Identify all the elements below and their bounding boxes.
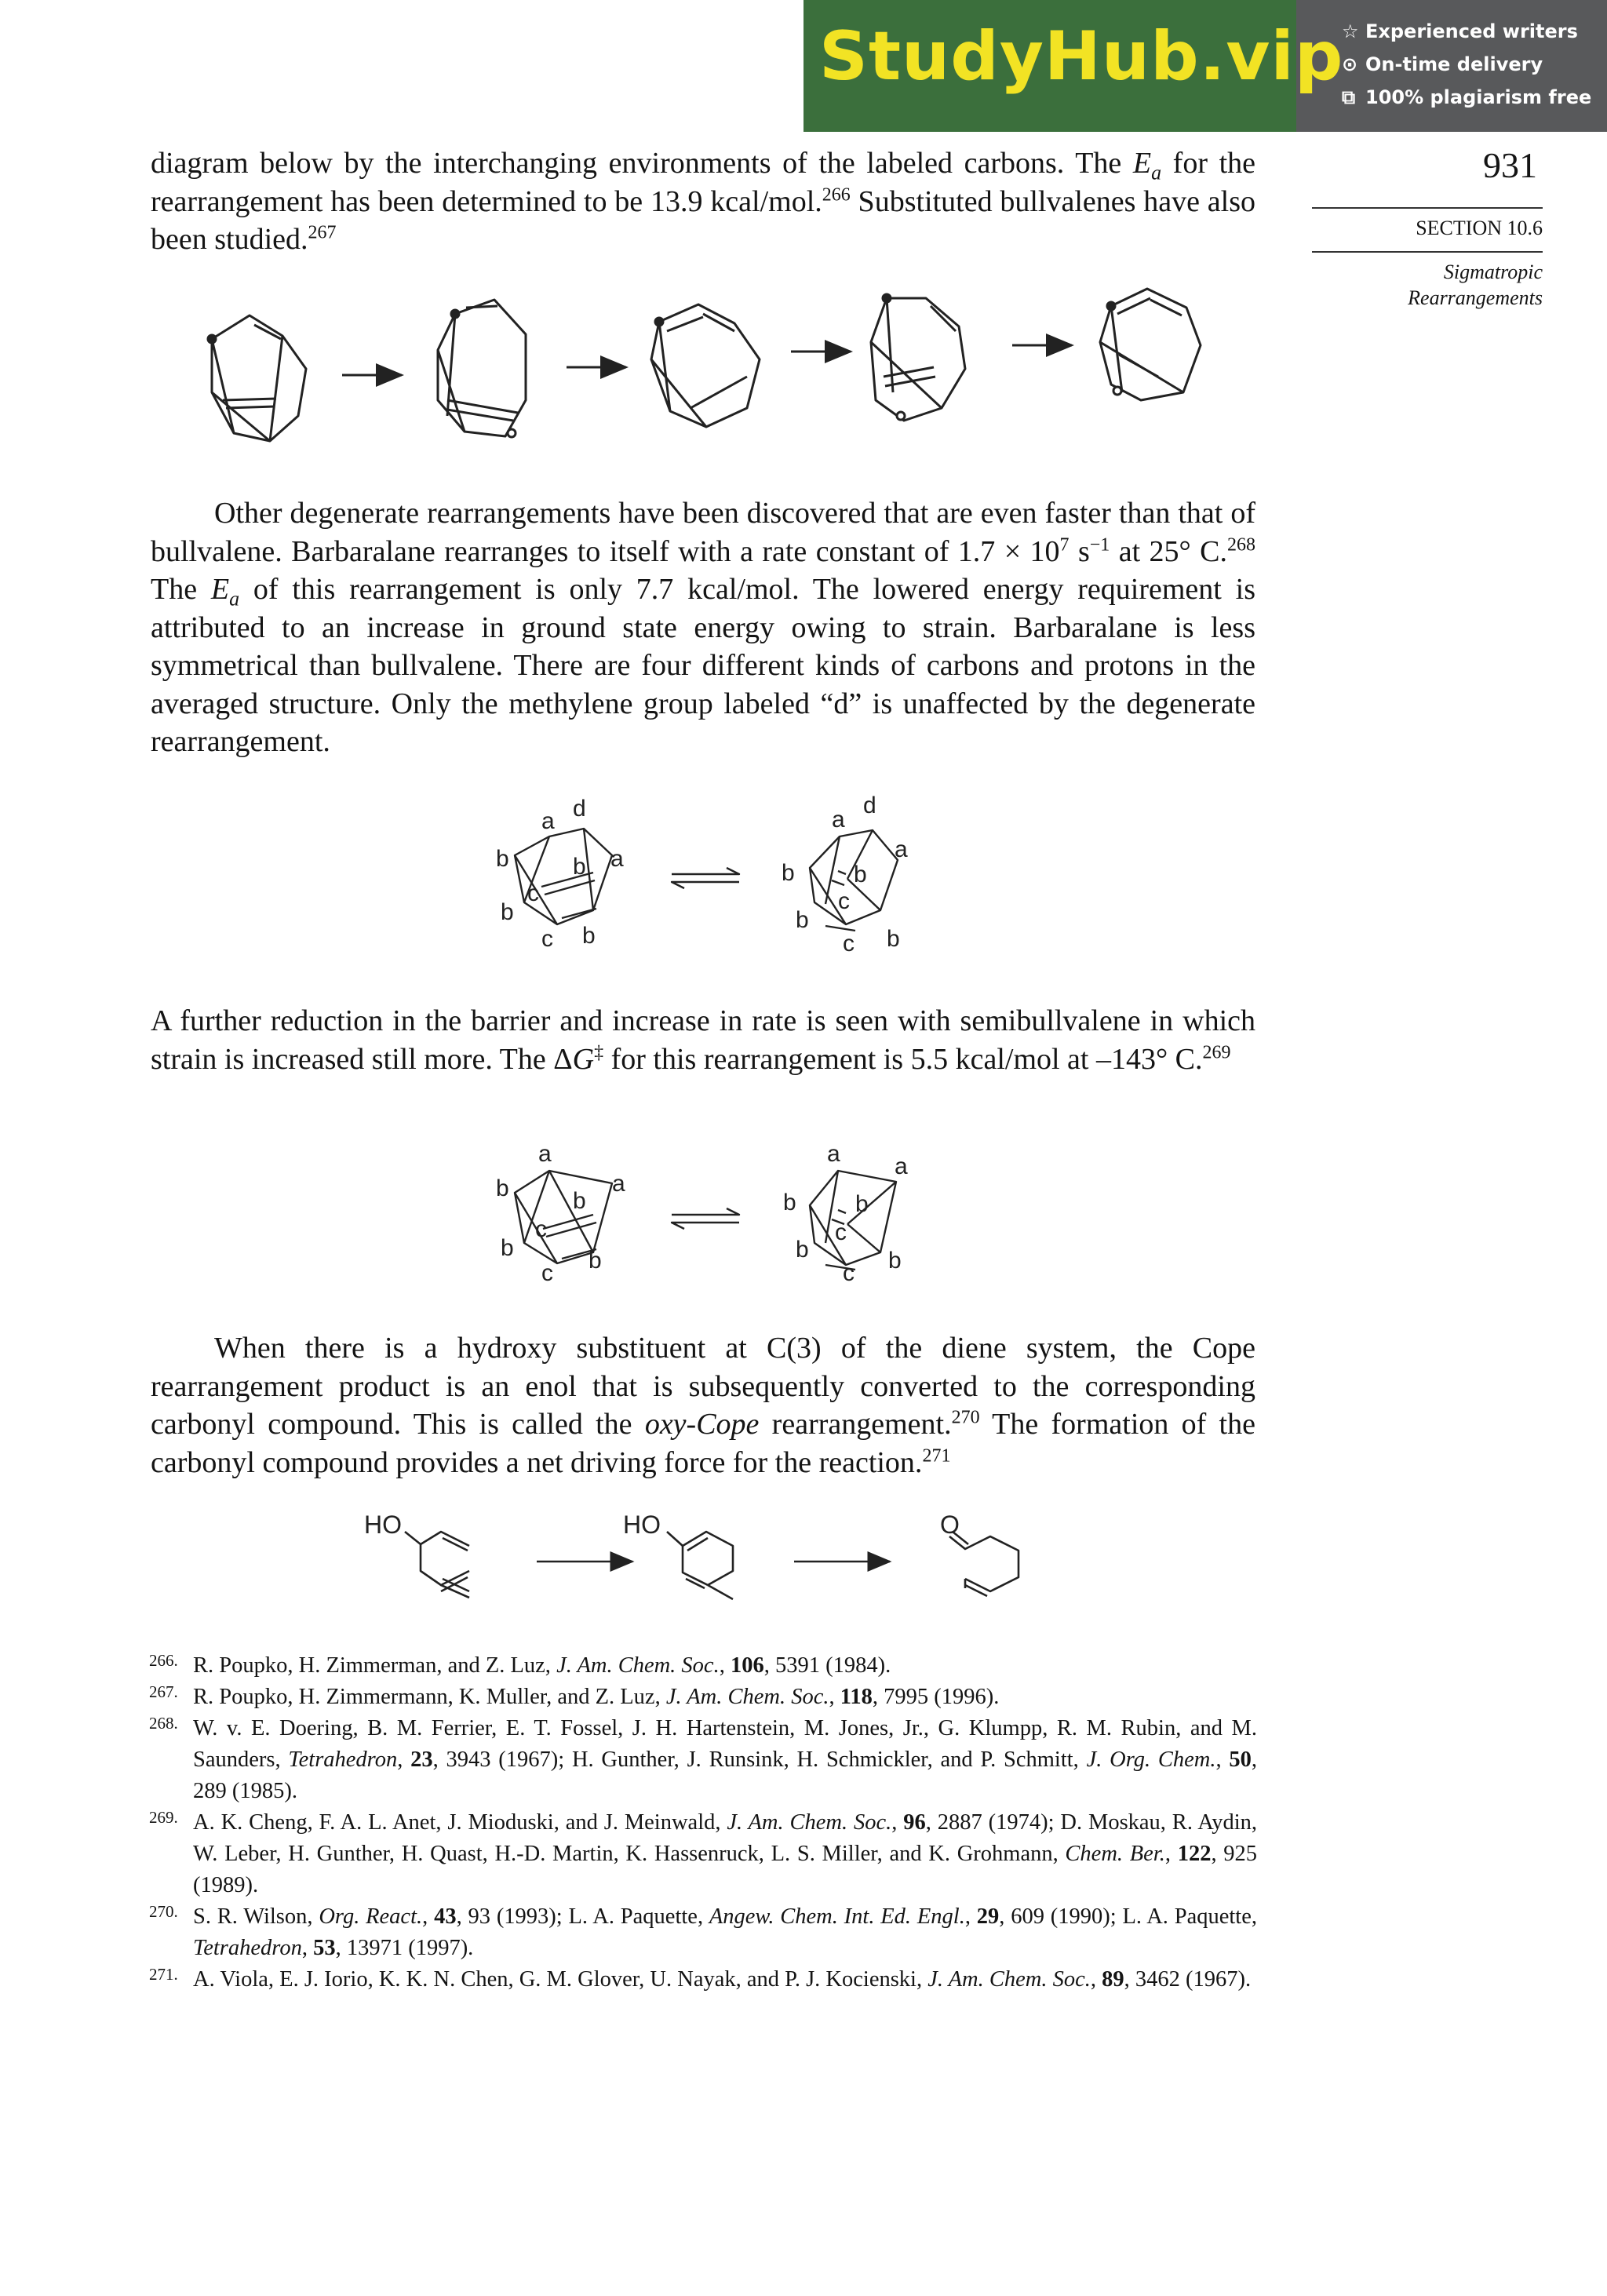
paragraph-barbaralane: Other degenerate rearrangements have been discovered that are even faster than that of bullvalene. Barbaralane rearranges to itself with a rate constant of $1.7 \times 10^7$ $s^{-1}$ at 25° C.$^{268}$ The $E_a$ of this rearrangement is only 7.7 kcal/mol. The lowered energy requirement is attributed to an increase in ground state energy owing to strain. Barbaralane is less symmetrical than bullvalene. There are four different kinds of carbons and protons in the averaged structure. Only the methylene group labeled “d” is unaffected by the degenerate rearrangement.	[151, 497, 1255, 758]
svg-text:a: a	[538, 1141, 552, 1167]
semibullvalene-structure-right	[810, 1171, 896, 1270]
clock-icon: ⊙	[1342, 53, 1358, 75]
semibullvalene-equilibrium-figure	[486, 1143, 934, 1292]
barbaralane-structure-left	[515, 829, 612, 924]
svg-text:b: b	[796, 1237, 809, 1263]
footnote-item: 266. R. Poupko, H. Zimmerman, and Z. Luz, J. Am. Chem. Soc., 106, 5391 (1984).	[149, 1650, 1257, 1682]
page-number: 931	[1483, 145, 1537, 185]
header-rule	[1312, 207, 1543, 209]
section-label: SECTION 10.6	[1416, 217, 1543, 239]
footnote-number: 266.	[149, 1651, 178, 1670]
carbonyl-structure	[949, 1532, 1018, 1596]
bullvalene-structure	[871, 294, 965, 421]
svg-text:b: b	[783, 1190, 796, 1215]
footnote-item: 271. A. Viola, E. J. Iorio, K. K. N. Chen, G. M. Glover, U. Nayak, and P. J. Kocienski, J. Am. Chem. Soc., 89, 3462 (1967).	[149, 1964, 1257, 1995]
oxy-cope-figure	[353, 1507, 1059, 1616]
svg-text:c: c	[535, 1216, 547, 1242]
bullvalene-structure	[651, 304, 760, 427]
feature-plagiarism-free: ⧉ 100% plagiarism free	[1342, 86, 1592, 108]
header-rule	[1312, 251, 1543, 253]
svg-text:d: d	[863, 793, 876, 818]
svg-text:b: b	[888, 1248, 902, 1274]
section-title: Sigmatropic Rearrangements	[1408, 261, 1543, 309]
paragraph-oxy-cope: When there is a hydroxy substituent at C(3) of the diene system, the Cope rearrangement product is an enol that is subsequently converted to the corresponding carbonyl compound. This is called the oxy-Cope rearrangement.$^{270}$ The formation of the carbonyl compound provides a net driving force for the reaction.$^{271}$	[151, 1332, 1255, 1479]
barbaralane-equilibrium-figure	[486, 793, 934, 961]
svg-text:b: b	[855, 1191, 869, 1217]
svg-text:b: b	[501, 899, 514, 925]
svg-text:c: c	[527, 880, 539, 906]
footnotes	[149, 1650, 1257, 1995]
footnote-number: 268.	[149, 1714, 178, 1733]
brand-logo[interactable]	[804, 0, 1344, 132]
feature-experienced-writers: ☆ Experienced writers	[1342, 20, 1578, 42]
svg-text:c: c	[835, 1219, 847, 1245]
svg-text:c: c	[541, 1260, 553, 1286]
svg-text:a: a	[612, 1171, 625, 1197]
svg-text:HO: HO	[364, 1511, 402, 1539]
svg-text:b: b	[887, 926, 900, 952]
svg-text:b: b	[573, 854, 586, 880]
footnote-item: 270. S. R. Wilson, Org. React., 43, 93 (1993); L. A. Paquette, Angew. Chem. Int. Ed. Engl., 29, 609 (1990); L. A. Paquette, Tetrahedron, 53, 13971 (1997).	[149, 1901, 1257, 1964]
feature-on-time-delivery: ⊙ On-time delivery	[1342, 53, 1543, 75]
svg-text:b: b	[796, 907, 809, 933]
bullvalene-structure	[438, 300, 526, 437]
footnote-number: 269.	[149, 1808, 178, 1827]
svg-text:b: b	[589, 1248, 602, 1274]
equilibrium-arrows	[672, 1208, 739, 1229]
svg-text:O: O	[940, 1511, 960, 1539]
svg-text:b: b	[496, 1175, 509, 1201]
footnote-number: 271.	[149, 1965, 178, 1984]
footnote-number: 267.	[149, 1682, 178, 1701]
copy-icon: ⧉	[1342, 86, 1356, 108]
svg-text:b: b	[782, 860, 795, 886]
svg-text:c: c	[843, 1260, 855, 1286]
svg-text:d: d	[573, 796, 586, 822]
svg-text:b: b	[496, 846, 509, 872]
bullvalene-structure	[208, 315, 306, 441]
footnote-number: 270.	[149, 1902, 178, 1921]
svg-text:a: a	[827, 1141, 840, 1167]
svg-text:a: a	[895, 836, 908, 862]
svg-text:c: c	[843, 931, 855, 957]
svg-text:b: b	[582, 923, 596, 949]
bullvalene-rearrangement-figure	[188, 282, 1224, 463]
brand-name: StudyHub.vip	[819, 17, 1344, 96]
footnote-item: 267. R. Poupko, H. Zimmermann, K. Muller, and Z. Luz, J. Am. Chem. Soc., 118, 7995 (1996).	[149, 1682, 1257, 1713]
footnote-item: 268. W. v. E. Doering, B. M. Ferrier, E. T. Fossel, J. H. Hartenstein, M. Jones, Jr., G. Klumpp, R. M. Rubin, and M. Saunders, Tetrahedron, 23, 3943 (1967); H. Gunther, J. Runsink, H. Schmickler, and P. Schmitt, J. Org. Chem., 50, 289 (1985).	[149, 1713, 1257, 1807]
footnote-item: 269. A. K. Cheng, F. A. L. Anet, J. Mioduski, and J. Meinwald, J. Am. Chem. Soc., 96, 2887 (1974); D. Moskau, R. Aydin, W. Leber, H. Gunther, H. Quast, H.-D. Martin, K. Hassenruck, L. S. Miller, and K. Grohmann, Chem. Ber., 122, 925 (1989).	[149, 1807, 1257, 1901]
svg-text:a: a	[610, 846, 624, 872]
bullvalene-structure	[1100, 289, 1201, 400]
enol-structure	[667, 1532, 733, 1599]
star-icon: ☆	[1342, 20, 1359, 42]
svg-text:b: b	[501, 1235, 514, 1261]
svg-text:HO: HO	[623, 1511, 661, 1539]
svg-text:c: c	[838, 888, 850, 914]
promo-banner[interactable]	[804, 0, 1607, 132]
svg-text:a: a	[541, 808, 555, 834]
equilibrium-arrows	[672, 868, 739, 888]
paragraph-bullvalene: diagram below by the interchanging environments of the labeled carbons. The $E_a$ for the rearrangement has been determined to be 13.9 kcal/mol.$^{266}$ Substituted bullvalenes have also been studied.$^{267}$	[151, 147, 1255, 256]
svg-text:b: b	[573, 1188, 586, 1214]
hydroxy-diene-structure	[405, 1532, 469, 1598]
svg-text:c: c	[541, 926, 553, 952]
paragraph-semibullvalene: A further reduction in the barrier and increase in rate is seen with semibullvalene in which strain is increased still more. The ΔG‡ for this rearrangement is 5.5 kcal/mol at –143° C.$^{269}$	[151, 1004, 1255, 1076]
svg-text:a: a	[832, 807, 845, 833]
svg-text:b: b	[854, 862, 867, 887]
svg-text:a: a	[895, 1153, 908, 1179]
